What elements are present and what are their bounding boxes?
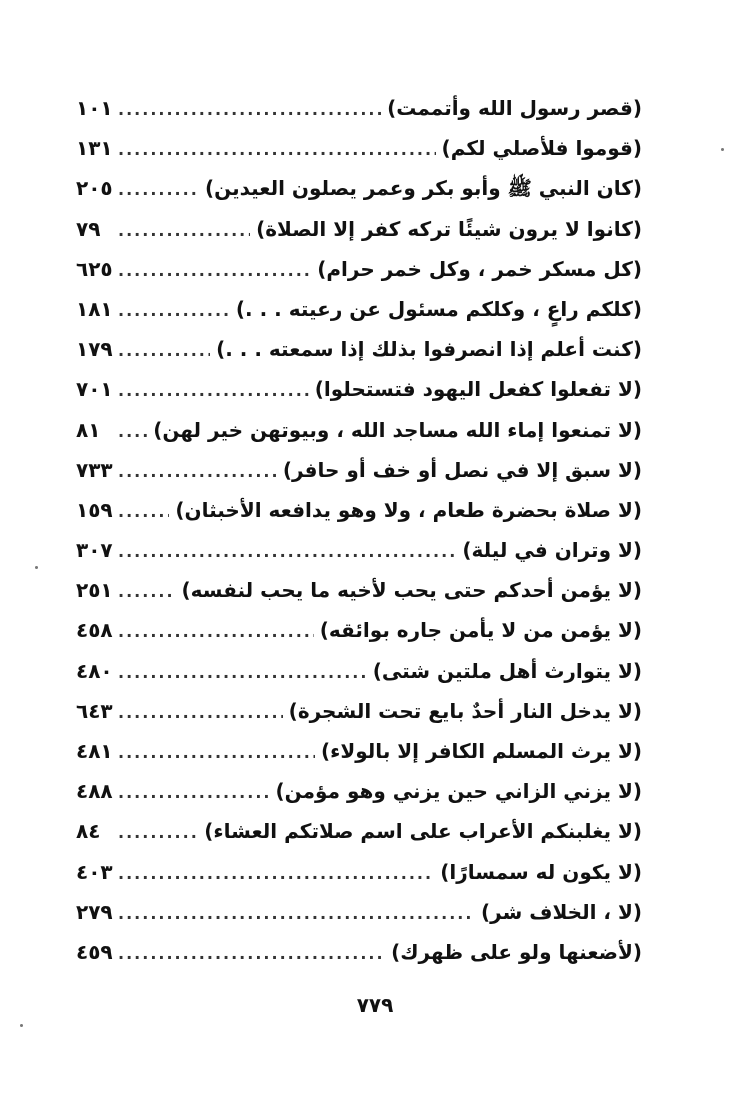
index-entry: [76, 369, 642, 409]
dot-leader: [118, 532, 456, 572]
entry-page-number: ٤٨٨: [76, 779, 113, 804]
index-entry: [76, 450, 642, 490]
index-entry: [76, 530, 642, 570]
index-entry: [76, 691, 642, 731]
dot-leader: [118, 813, 198, 853]
index-entry: [76, 168, 642, 208]
index-entry: [76, 771, 642, 811]
entry-page-number: ١٨١: [76, 296, 113, 321]
dot-leader: [118, 492, 169, 532]
index-entry: [76, 651, 642, 691]
page-number: ٧٧٩: [356, 993, 394, 1017]
entry-page-number: ٤٠٣: [76, 859, 113, 884]
index-entry: [76, 490, 642, 530]
entry-page-number: ٢٠٥: [76, 176, 113, 201]
index-entry: [76, 88, 642, 128]
entry-text: (لا تفعلوا كفعل اليهود فتستحلوا): [314, 377, 642, 402]
index-entry: [76, 610, 642, 650]
entry-text: (لا يرث المسلم الكافر إلا بالولاء): [321, 739, 642, 763]
dot-leader: [118, 934, 385, 974]
entry-page-number: ٤٥٩: [76, 939, 113, 964]
index-entry: [76, 731, 642, 771]
entry-text: (لا يؤمن من لا يأمن جاره بوائقه): [319, 618, 642, 643]
scan-speck: [35, 566, 38, 569]
entry-page-number: ٧٠١: [76, 377, 113, 402]
entry-text: (لا سبق إلا في نصل أو خف أو حافر): [282, 457, 642, 482]
index-entry: [76, 329, 642, 369]
dot-leader: [118, 371, 309, 411]
entry-page-number: ١٧٩: [76, 337, 113, 362]
dot-leader: [118, 331, 210, 371]
entry-page-number: ٤٨٠: [76, 658, 113, 683]
index-entry: [76, 128, 642, 168]
entry-text: (لأضعنها ولو على ظهرك): [391, 939, 642, 964]
entry-text: (كلكم راعٍ ، وكلكم مسئول عن رعيته . . .): [235, 296, 642, 321]
entry-page-number: ٨٤: [76, 819, 101, 844]
dot-leader: [118, 572, 176, 612]
index-entry: [76, 892, 642, 932]
entry-page-number: ٢٥١: [76, 578, 113, 603]
entry-page-number: ٧٩: [76, 216, 101, 241]
entry-text: (لا يؤمن أحدكم حتى يحب لأخيه ما يحب لنفسه): [181, 578, 642, 603]
entry-page-number: ٤٨١: [76, 739, 113, 763]
dot-leader: [118, 854, 434, 894]
dot-leader: [118, 251, 311, 291]
entry-page-number: ٢٧٩: [76, 899, 113, 924]
entry-page-number: ١٥٩: [76, 497, 113, 522]
index-entry: [76, 289, 642, 329]
dot-leader: [118, 211, 250, 251]
entry-text: (لا يتوارث أهل ملتين شتى): [372, 658, 642, 683]
entry-page-number: ٤٥٨: [76, 618, 113, 643]
entry-page-number: ٧٣٣: [76, 457, 113, 482]
hadith-index-list: [76, 88, 642, 972]
dot-leader: [118, 291, 230, 331]
entry-text: (لا صلاة بحضرة طعام ، ولا وهو يدافعه الأخبثان): [175, 497, 642, 522]
entry-text: (لا ، الخلاف شر): [481, 899, 642, 924]
entry-text: (لا يكون له سمسارًا): [440, 859, 642, 884]
entry-text: (قصر رسول الله وأتممت): [387, 96, 642, 120]
entry-text: (لا يغلبنكم الأعراب على اسم صلاتكم العشاء): [204, 819, 642, 844]
dot-leader: [118, 170, 199, 210]
dot-leader: [118, 612, 314, 652]
index-entry: [76, 410, 642, 450]
entry-text: (كان النبي ﷺ وأبو بكر وعمر يصلون العيدين): [204, 176, 642, 201]
scan-speck: [20, 1024, 23, 1027]
entry-page-number: ٨١: [76, 417, 101, 442]
entry-text: (لا وتران في ليلة): [462, 538, 642, 563]
entry-page-number: ٦٤٣: [76, 698, 113, 723]
index-entry: [76, 852, 642, 892]
entry-text: (كل مسكر خمر ، وكل خمر حرام): [317, 256, 642, 281]
entry-text: (كانوا لا يرون شيئًا تركه كفر إلا الصلاة): [256, 216, 642, 241]
entry-text: (لا يزني الزاني حين يزني وهو مؤمن): [275, 779, 642, 804]
entry-page-number: ٦٢٥: [76, 256, 113, 281]
dot-leader: [118, 733, 315, 773]
index-entry: [76, 249, 642, 289]
dot-leader: [118, 90, 381, 130]
index-entry: [76, 932, 642, 972]
entry-text: (كنت أعلم إذا انصرفوا بذلك إذا سمعته . . .): [216, 337, 642, 362]
dot-leader: [118, 412, 147, 452]
entry-text: (لا يدخل النار أحدٌ بايع تحت الشجرة): [288, 698, 642, 723]
dot-leader: [118, 894, 475, 934]
dot-leader: [118, 773, 270, 813]
scan-speck: [721, 148, 724, 151]
entry-text: (قوموا فلأصلي لكم): [441, 136, 642, 161]
entry-page-number: ١٣١: [76, 136, 113, 161]
dot-leader: [118, 653, 367, 693]
index-entry: [76, 570, 642, 610]
dot-leader: [118, 452, 277, 492]
entry-text: (لا تمنعوا إماء الله مساجد الله ، وبيوتهن خير لهن): [153, 417, 642, 442]
index-entry: [76, 209, 642, 249]
entry-page-number: ١٠١: [76, 96, 113, 120]
entry-page-number: ٣٠٧: [76, 538, 113, 563]
index-entry: [76, 811, 642, 851]
dot-leader: [118, 693, 283, 733]
dot-leader: [118, 130, 436, 170]
